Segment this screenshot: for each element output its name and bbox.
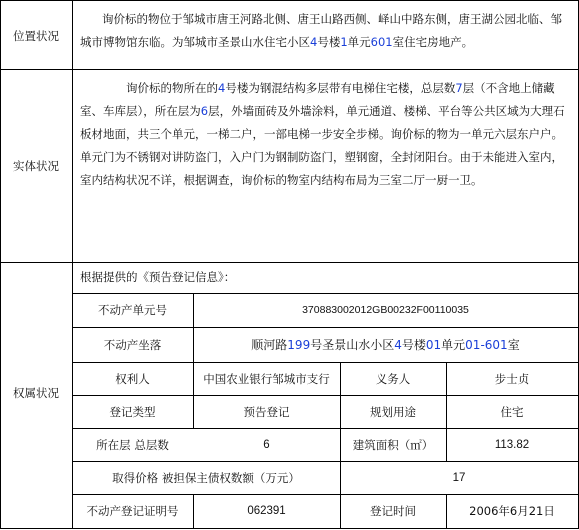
registration-type-value: 预告登记 — [243, 405, 290, 419]
registration-time-value: 2006年6月21日 — [469, 504, 555, 518]
row-divider-3 — [72, 362, 579, 363]
rights-header: 权属状况 — [13, 386, 59, 400]
price-value: 17 — [452, 472, 466, 484]
floor-label: 所在层 总层数 — [96, 438, 169, 452]
highlighted-number: 6 — [200, 104, 209, 118]
highlighted-number: 601 — [370, 35, 393, 49]
text-run: 藏室、车库层），所在层为 — [80, 81, 555, 118]
highlighted-number: 4 — [394, 338, 402, 352]
text-run: 未能进入室内，室内结构状况不详，根据调查，询价标的物室内结构布局为三室二厅一厨一 — [80, 150, 563, 187]
right-holder-value: 中国农业银行邹城市支行 — [203, 372, 330, 386]
unit-number-value: 370883002012GB00232F00110035 — [302, 304, 469, 316]
obligor-label: 义务人 — [375, 372, 411, 386]
table-border-left — [0, 0, 1, 529]
obligor-value: 步士贞 — [494, 372, 530, 386]
row-divider-4 — [72, 395, 579, 396]
planned-use-value: 住宅 — [500, 405, 524, 419]
text-run: 号楼 — [317, 35, 341, 49]
row-divider-7 — [72, 494, 579, 495]
text-run: 号圣景山水小区 — [310, 338, 395, 352]
text-run: 询价标的物所在的 — [126, 81, 218, 95]
registration-type-label: 登记类型 — [109, 405, 156, 419]
unit-number-label: 不动产单元号 — [98, 303, 167, 317]
highlighted-number: 1 — [340, 35, 348, 49]
highlighted-number: 4 — [218, 81, 226, 95]
text-run: 号楼为钢混结构多层带有电梯住宅楼，总层数 — [225, 81, 456, 95]
row-divider-2 — [72, 327, 579, 328]
table-border-top — [0, 0, 579, 1]
physical-header: 实体状况 — [13, 159, 59, 173]
planned-use-label: 规划用途 — [370, 405, 416, 419]
section-divider-physical — [0, 262, 579, 263]
certificate-number-label: 不动产登记证明号 — [86, 504, 179, 518]
building-area-label: 建筑面积（㎡） — [352, 438, 434, 452]
text-run: 单元 — [347, 35, 371, 49]
text-run: 号楼 — [401, 338, 426, 352]
text-run: 层（不含地上储 — [462, 81, 544, 95]
physical-description — [80, 77, 572, 192]
text-run: 室住宅房地产。 — [392, 35, 474, 49]
property-location-label: 不动产坐落 — [103, 338, 162, 352]
highlighted-number: 01 — [425, 338, 442, 352]
property-location-value — [193, 337, 578, 353]
table-border-bottom — [0, 528, 579, 529]
certificate-number-value: 062391 — [247, 505, 286, 517]
floor-value: 6 — [263, 439, 270, 451]
highlighted-number: 7 — [455, 81, 463, 95]
rights-intro: 根据提供的《预告登记信息》： — [80, 270, 236, 284]
text-run: 单元 — [441, 338, 466, 352]
text-run: 为大理石板材地面，共三个单元，一梯二户，一部电梯一步安全步梯。询价标的物为一单元 — [80, 104, 565, 141]
text-run: 询价标的物位于邹城市唐王河路北侧、唐王山路西侧、峄山中路东侧，唐王湖公园北 — [102, 12, 528, 26]
right-holder-label: 权利人 — [115, 372, 150, 386]
highlighted-number: 01-601 — [465, 338, 508, 352]
price-label: 取得价格 被担保主债权数额（万元） — [112, 471, 300, 485]
building-area-value: 113.82 — [494, 439, 530, 451]
text-run: 顺河路 — [251, 338, 288, 352]
registration-time-label: 登记时间 — [370, 504, 416, 518]
highlighted-number: 4 — [310, 35, 318, 49]
section-divider-location — [0, 69, 579, 70]
row-divider-1 — [72, 293, 579, 294]
text-run: 六层东户户。单元门为不锈钢对讲防盗门，入户门为钢制防盗门，塑钢窗，全封闭阳台。由于 — [80, 127, 563, 164]
text-run: 室 — [507, 338, 520, 352]
row-divider-5 — [72, 428, 579, 429]
row-divider-6 — [72, 461, 579, 462]
text-run: 临、邹城市博物馆东临。为邹城市圣景山水住宅小区 — [80, 12, 562, 49]
text-run: 层，外墙面砖及外墙涂料，单元通道、楼梯、平台等公共区域 — [208, 104, 519, 118]
text-run: 卫。 — [459, 173, 483, 187]
location-description — [80, 8, 572, 54]
highlighted-number: 199 — [287, 338, 311, 352]
location-header: 位置状况 — [13, 29, 59, 43]
